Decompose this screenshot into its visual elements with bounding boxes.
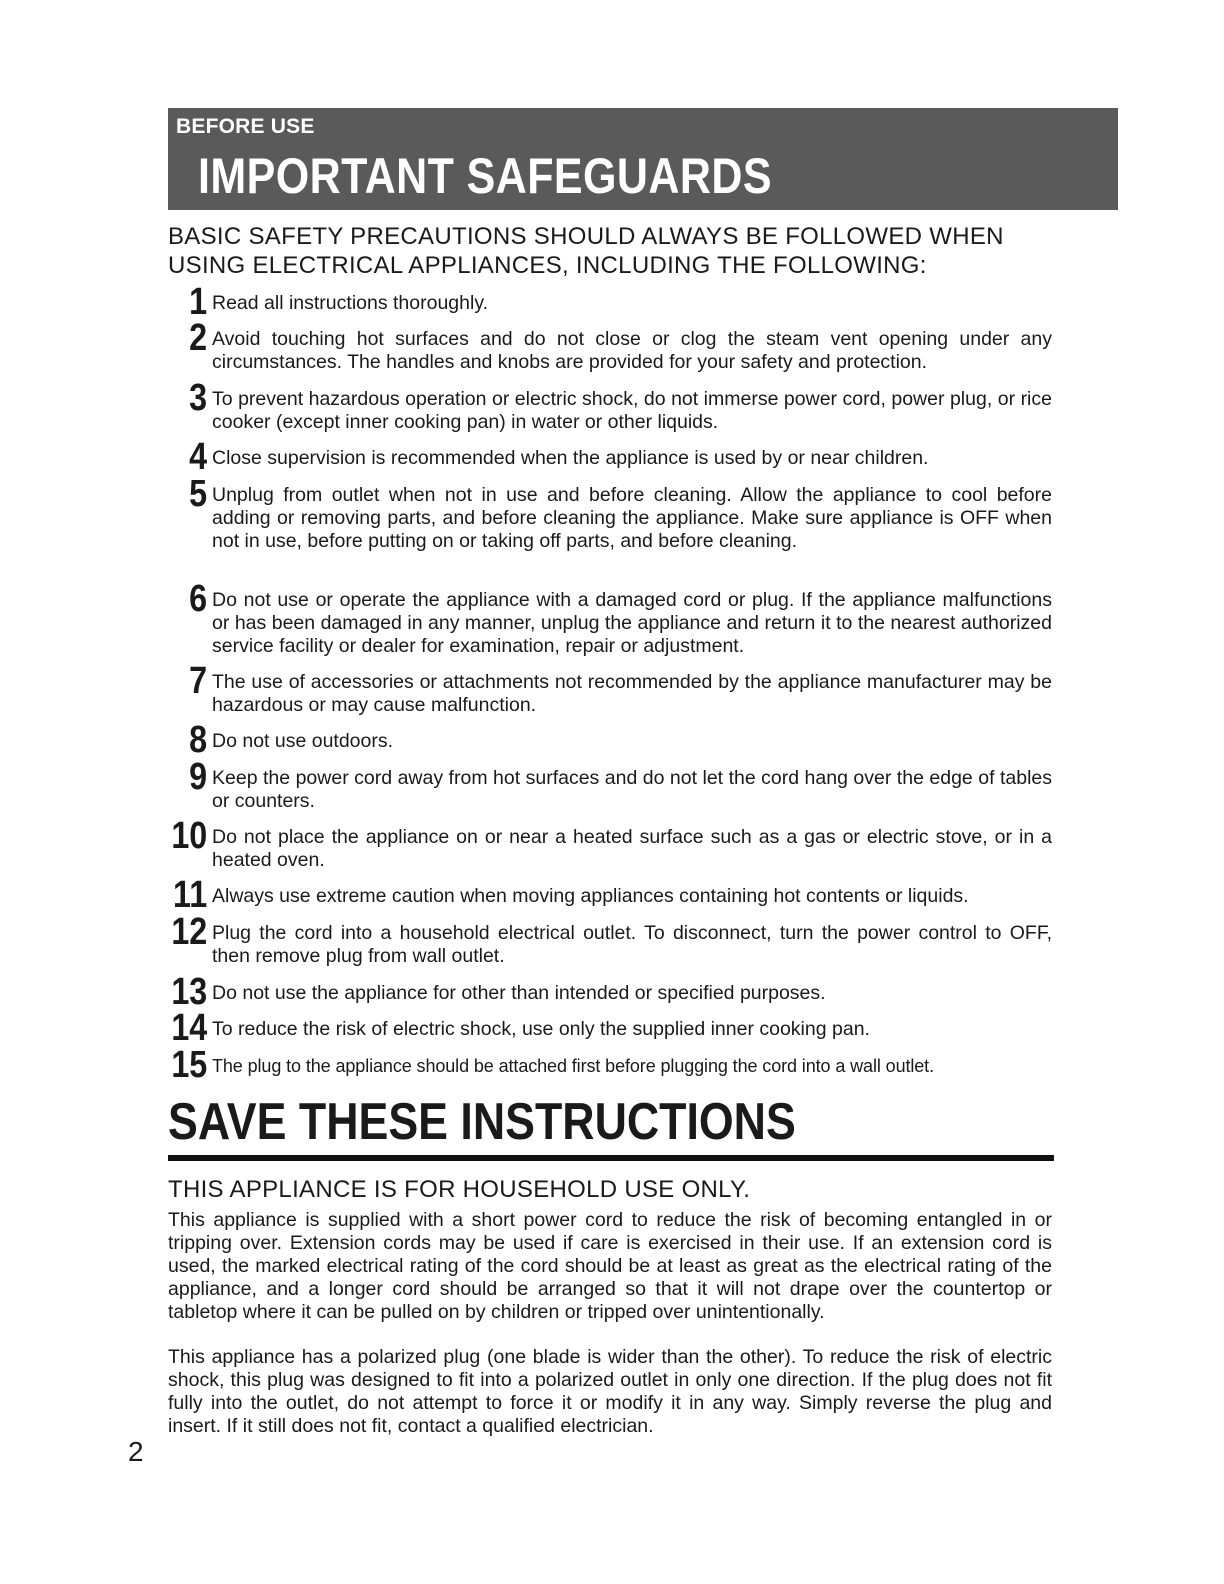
household-use-notice: THIS APPLIANCE IS FOR HOUSEHOLD USE ONLY.	[168, 1176, 751, 1203]
item-number: 2	[189, 317, 207, 359]
item-number: 4	[189, 436, 207, 478]
save-instructions-heading: SAVE THESE INSTRUCTIONS	[168, 1093, 796, 1151]
item-text: Keep the power cord away from hot surfaces and do not let the cord hang over the edge of tables or counters.	[212, 767, 1052, 812]
item-text: To prevent hazardous operation or electric shock, do not immerse power cord, power plug, or rice cooker (except inner cooking pan) in water or other liquids.	[212, 388, 1052, 433]
item-number: 10	[171, 815, 207, 857]
item-text: Do not use outdoors.	[212, 730, 394, 752]
intro-heading: BASIC SAFETY PRECAUTIONS SHOULD ALWAYS BE FOLLOWED WHEN USING ELECTRICAL APPLIANCES, INCLUDING THE FOLLOWING:	[168, 223, 1004, 279]
extension-cord-paragraph: This appliance is supplied with a short power cord to reduce the risk of becoming entangled in or tripping over. Extension cords may be used if care is exercised in their use. If an extension cord is used, the marked electrical rating of the cord should be at least as great as the electrical rating of the appliance, and a longer cord should be arranged so that it will not drape over the countertop or tabletop where it can be pulled on by children or tripped over unintentionally.	[168, 1209, 1052, 1323]
item-text: Do not use the appliance for other than intended or specified purposes.	[212, 982, 826, 1004]
item-text: Close supervision is recommended when the appliance is used by or near children.	[212, 447, 929, 469]
item-text: Do not use or operate the appliance with a damaged cord or plug. If the appliance malfunctions or has been damaged in any manner, unplug the appliance and return it to the nearest authorized service facility or dealer for examination, repair or adjustment.	[212, 589, 1052, 657]
item-number: 1	[189, 281, 207, 323]
item-number: 12	[171, 911, 207, 953]
item-text: Always use extreme caution when moving appliances containing hot contents or liquids.	[212, 885, 969, 907]
item-number: 3	[189, 377, 207, 419]
item-number: 5	[189, 473, 207, 515]
item-number: 13	[171, 971, 207, 1013]
item-number: 14	[171, 1007, 207, 1049]
item-text: Unplug from outlet when not in use and before cleaning. Allow the appliance to cool before adding or removing parts, and before cleaning the appliance. Make sure appliance is OFF when not in use, before putting on or taking off parts, and before cleaning.	[212, 484, 1052, 552]
item-number: 11	[172, 874, 207, 916]
page-number: 2	[128, 1436, 144, 1467]
item-number: 7	[189, 660, 207, 702]
heading-divider	[168, 1155, 1054, 1161]
item-text: Read all instructions thoroughly.	[212, 292, 489, 314]
item-number: 9	[189, 756, 207, 798]
item-number: 15	[171, 1044, 207, 1086]
item-text: Do not place the appliance on or near a heated surface such as a gas or electric stove, or in a heated oven.	[212, 826, 1052, 871]
section-label: BEFORE USE	[176, 115, 315, 138]
item-text: Avoid touching hot surfaces and do not close or clog the steam vent opening under any circumstances. The handles and knobs are provided for your safety and protection.	[212, 328, 1052, 373]
page-title: IMPORTANT SAFEGUARDS	[198, 148, 772, 204]
item-number: 8	[189, 719, 207, 761]
polarized-plug-paragraph: This appliance has a polarized plug (one blade is wider than the other). To reduce the risk of electric shock, this plug was designed to fit into a polarized outlet in only one direction. If the plug does not fit fully into the outlet, do not attempt to force it or modify it in any way. Simply reverse the plug and insert. If it still does not fit, contact a qualified electrician.	[168, 1346, 1052, 1437]
item-text: The use of accessories or attachments not recommended by the appliance manufacturer may be hazardous or may cause malfunction.	[212, 671, 1052, 716]
item-text: The plug to the appliance should be attached first before plugging the cord into a wall outlet.	[212, 1056, 934, 1076]
item-number: 6	[189, 578, 207, 620]
item-text: To reduce the risk of electric shock, use only the supplied inner cooking pan.	[212, 1018, 870, 1040]
item-text: Plug the cord into a household electrical outlet. To disconnect, turn the power control to OFF, then remove plug from wall outlet.	[212, 922, 1052, 967]
